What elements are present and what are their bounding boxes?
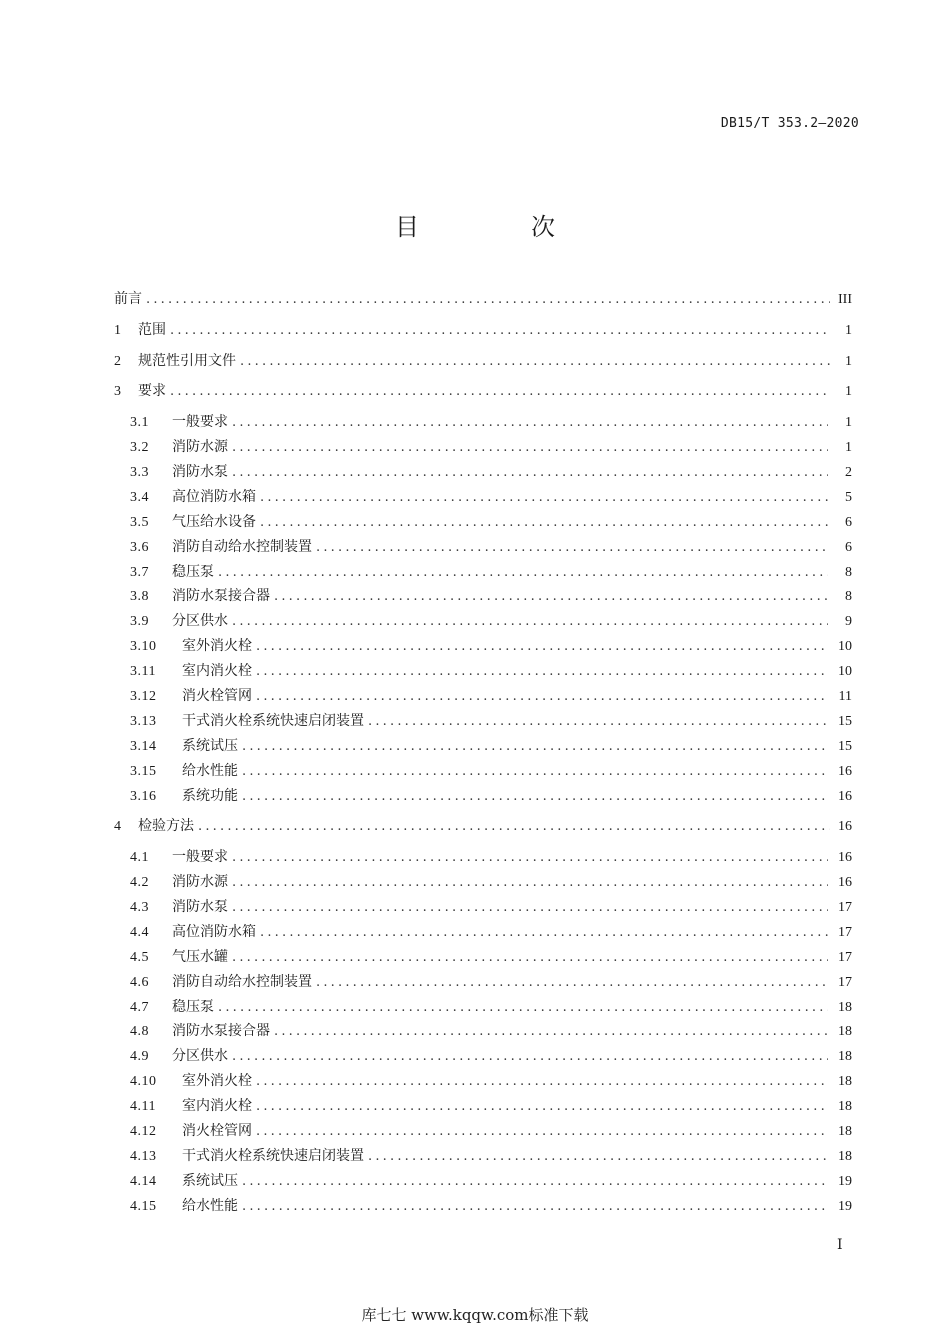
toc-entry-number: 3.4 <box>130 489 149 505</box>
toc-leader-dots <box>368 714 828 729</box>
toc-entry[interactable] <box>114 1070 852 1095</box>
toc-entry-title: 干式消火栓系统快速启闭装置 <box>182 712 364 729</box>
toc-entry[interactable] <box>114 1195 852 1220</box>
toc-entry-page: 1 <box>845 353 852 369</box>
toc-leader-dots <box>170 323 830 338</box>
toc-leader-dots <box>198 819 830 834</box>
toc-entry-page: 8 <box>845 564 852 580</box>
toc-entry-page: 6 <box>845 539 852 555</box>
toc-entry-page: 11 <box>838 688 852 704</box>
toc-entry-title: 消防水泵 <box>172 899 228 916</box>
table-of-contents <box>114 288 852 1220</box>
toc-entry[interactable] <box>114 1145 852 1170</box>
toc-entry-page: III <box>838 292 852 307</box>
toc-entry-number: 3.3 <box>130 464 149 480</box>
toc-entry-number: 4.15 <box>130 1198 157 1214</box>
toc-entry-number: 3.15 <box>130 763 157 779</box>
toc-entry-number: 4.4 <box>130 924 149 940</box>
toc-entry-number: 3 <box>114 384 122 400</box>
toc-entry-number: 3.8 <box>130 589 149 605</box>
toc-entry-number: 3.10 <box>130 639 157 655</box>
toc-entry-page: 19 <box>838 1173 852 1189</box>
toc-entry-number: 3.6 <box>130 539 149 555</box>
toc-entry-title: 高位消防水箱 <box>172 488 256 505</box>
toc-entry-number: 4.12 <box>130 1124 157 1140</box>
toc-entry-number: 2 <box>114 353 122 369</box>
toc-leader-dots <box>232 614 828 629</box>
toc-entry-title: 系统功能 <box>182 787 238 804</box>
toc-entry[interactable] <box>114 610 852 635</box>
toc-entry-page: 16 <box>838 763 852 779</box>
toc-entry-number: 4.11 <box>130 1099 156 1115</box>
toc-entry[interactable] <box>114 436 852 461</box>
toc-leader-dots <box>146 292 830 307</box>
toc-entry-page: 16 <box>838 875 852 891</box>
toc-entry[interactable] <box>114 461 852 486</box>
toc-entry-title: 消防水源 <box>172 874 228 891</box>
toc-entry-title: 消防水泵接合器 <box>172 1023 270 1040</box>
toc-entry-page: 1 <box>845 384 852 400</box>
toc-entry-number: 4.9 <box>130 1049 149 1065</box>
toc-entry-title: 分区供水 <box>172 613 228 630</box>
toc-leader-dots <box>256 1124 828 1139</box>
toc-entry-number: 3.16 <box>130 788 157 804</box>
toc-entry-number: 4.7 <box>130 999 149 1015</box>
toc-entry[interactable] <box>114 635 852 660</box>
toc-entry-title: 一般要求 <box>172 849 228 866</box>
toc-entry-page: 16 <box>838 819 852 835</box>
toc-leader-dots <box>260 515 828 530</box>
toc-leader-dots <box>240 354 830 369</box>
toc-entry-number: 4.5 <box>130 949 149 965</box>
page-number: I <box>837 1237 843 1253</box>
toc-entry-title: 一般要求 <box>172 414 228 431</box>
toc-leader-dots <box>232 465 828 480</box>
toc-leader-dots <box>260 925 828 940</box>
toc-entry-title: 消火栓管网 <box>182 1123 252 1140</box>
toc-leader-dots <box>368 1149 828 1164</box>
toc-leader-dots <box>232 440 828 455</box>
toc-entry-title: 规范性引用文件 <box>138 352 236 369</box>
toc-leader-dots <box>242 1199 828 1214</box>
toc-entry[interactable] <box>114 846 852 871</box>
toc-leader-dots <box>256 664 828 679</box>
toc-entry-page: 10 <box>838 664 852 680</box>
toc-entry-page: 6 <box>845 514 852 530</box>
toc-leader-dots <box>232 850 828 865</box>
toc-entry-title: 消防水源 <box>172 439 228 456</box>
toc-leader-dots <box>242 789 828 804</box>
toc-leader-dots <box>256 639 828 654</box>
toc-entry-title: 消防水泵 <box>172 463 228 480</box>
toc-leader-dots <box>232 1049 828 1064</box>
toc-leader-dots <box>256 1099 828 1114</box>
toc-entry[interactable] <box>114 785 852 810</box>
toc-entry-number: 3.12 <box>130 688 157 704</box>
toc-leader-dots <box>316 540 828 555</box>
toc-leader-dots <box>218 1000 828 1015</box>
toc-leader-dots <box>274 589 828 604</box>
toc-entry-title: 室外消火栓 <box>182 1073 252 1090</box>
toc-entry[interactable] <box>114 511 852 536</box>
toc-leader-dots <box>242 739 828 754</box>
toc-entry-title: 给水性能 <box>182 1197 238 1214</box>
toc-entry[interactable] <box>114 971 852 996</box>
toc-entry-number: 3.14 <box>130 738 157 754</box>
toc-entry[interactable] <box>114 1120 852 1145</box>
toc-entry-page: 16 <box>838 788 852 804</box>
toc-leader-dots <box>274 1024 828 1039</box>
toc-entry[interactable] <box>114 660 852 685</box>
toc-entry[interactable] <box>114 946 852 971</box>
toc-entry[interactable] <box>114 288 852 319</box>
toc-entry[interactable] <box>114 760 852 785</box>
toc-entry[interactable] <box>114 585 852 610</box>
toc-entry-number: 1 <box>114 322 122 338</box>
toc-entry-title: 系统试压 <box>182 1172 238 1189</box>
toc-entry-number: 4 <box>114 819 122 835</box>
toc-leader-dots <box>232 875 828 890</box>
toc-entry-page: 18 <box>838 1148 852 1164</box>
toc-entry-title: 消防水泵接合器 <box>172 588 270 605</box>
toc-entry-page: 1 <box>845 415 852 431</box>
toc-entry-title: 稳压泵 <box>172 998 214 1015</box>
toc-entry-page: 17 <box>838 949 852 965</box>
toc-leader-dots <box>218 565 828 580</box>
toc-entry[interactable] <box>114 1095 852 1120</box>
toc-entry-page: 2 <box>845 464 852 480</box>
watermark: 库七七 www.kqqw.com标准下载 <box>361 1306 589 1324</box>
toc-leader-dots <box>242 764 828 779</box>
toc-entry[interactable] <box>114 815 852 846</box>
toc-leader-dots <box>232 415 828 430</box>
toc-entry-title: 室内消火栓 <box>182 663 252 680</box>
toc-entry-page: 18 <box>838 999 852 1015</box>
toc-leader-dots <box>242 1174 828 1189</box>
toc-entry-title: 消防自动给水控制装置 <box>172 538 312 555</box>
toc-leader-dots <box>170 384 830 399</box>
toc-entry-page: 18 <box>838 1099 852 1115</box>
toc-entry[interactable] <box>114 486 852 511</box>
toc-entry-title: 气压给水设备 <box>172 513 256 530</box>
toc-entry-page: 5 <box>845 489 852 505</box>
toc-entry-title: 消火栓管网 <box>182 687 252 704</box>
toc-entry-number: 4.2 <box>130 875 149 891</box>
toc-entry-number: 3.11 <box>130 664 156 680</box>
toc-leader-dots <box>316 975 828 990</box>
toc-entry-page: 1 <box>845 322 852 338</box>
toc-leader-dots <box>232 950 828 965</box>
toc-entry[interactable] <box>114 921 852 946</box>
toc-entry-number: 4.13 <box>130 1148 157 1164</box>
toc-entry[interactable] <box>114 350 852 381</box>
toc-entry-number: 3.5 <box>130 514 149 530</box>
toc-entry-number: 3.2 <box>130 440 149 456</box>
toc-entry[interactable] <box>114 896 852 921</box>
toc-entry-page: 18 <box>838 1024 852 1040</box>
toc-entry-page: 17 <box>838 924 852 940</box>
toc-entry-number: 4.8 <box>130 1024 149 1040</box>
toc-entry[interactable] <box>114 319 852 350</box>
toc-entry-title: 检验方法 <box>138 818 194 835</box>
toc-entry-title: 气压水罐 <box>172 948 228 965</box>
toc-entry-page: 15 <box>838 738 852 754</box>
toc-entry-title: 消防自动给水控制装置 <box>172 973 312 990</box>
toc-entry-page: 9 <box>845 614 852 630</box>
toc-entry[interactable] <box>114 536 852 561</box>
toc-entry-number: 4.3 <box>130 900 149 916</box>
toc-entry-page: 10 <box>838 639 852 655</box>
toc-entry-title: 高位消防水箱 <box>172 923 256 940</box>
document-code: DB15/T 353.2—2020 <box>720 116 859 131</box>
toc-entry-page: 1 <box>845 440 852 456</box>
toc-leader-dots <box>260 490 828 505</box>
toc-leader-dots <box>256 1074 828 1089</box>
toc-entry-title: 要求 <box>138 383 166 400</box>
toc-entry[interactable] <box>114 1045 852 1070</box>
page-title: 目 次 <box>395 213 599 241</box>
toc-entry-page: 8 <box>845 589 852 605</box>
toc-entry[interactable] <box>114 871 852 896</box>
toc-entry-page: 19 <box>838 1198 852 1214</box>
toc-entry-number: 3.9 <box>130 614 149 630</box>
toc-entry-title: 前言 <box>114 291 142 307</box>
toc-entry-title: 稳压泵 <box>172 563 214 580</box>
toc-entry-number: 4.1 <box>130 850 149 866</box>
toc-entry-title: 室内消火栓 <box>182 1098 252 1115</box>
toc-entry-number: 4.14 <box>130 1173 157 1189</box>
toc-entry-page: 18 <box>838 1124 852 1140</box>
toc-leader-dots <box>256 689 828 704</box>
toc-entry[interactable] <box>114 411 852 436</box>
toc-entry-title: 分区供水 <box>172 1048 228 1065</box>
toc-entry-number: 4.10 <box>130 1074 157 1090</box>
toc-entry-number: 3.7 <box>130 564 149 580</box>
toc-entry-page: 18 <box>838 1049 852 1065</box>
toc-entry[interactable] <box>114 1020 852 1045</box>
toc-entry-number: 4.6 <box>130 974 149 990</box>
toc-entry[interactable] <box>114 685 852 710</box>
toc-entry-page: 17 <box>838 974 852 990</box>
toc-entry-page: 18 <box>838 1074 852 1090</box>
toc-entry[interactable] <box>114 735 852 760</box>
toc-entry[interactable] <box>114 996 852 1021</box>
toc-entry[interactable] <box>114 561 852 586</box>
toc-entry-title: 范围 <box>138 321 166 338</box>
toc-entry[interactable] <box>114 710 852 735</box>
toc-entry-page: 15 <box>838 713 852 729</box>
toc-entry-title: 室外消火栓 <box>182 638 252 655</box>
toc-entry[interactable] <box>114 1170 852 1195</box>
toc-leader-dots <box>232 900 828 915</box>
toc-entry-title: 给水性能 <box>182 762 238 779</box>
toc-entry-page: 16 <box>838 850 852 866</box>
toc-entry[interactable] <box>114 380 852 411</box>
toc-entry-title: 干式消火栓系统快速启闭装置 <box>182 1147 364 1164</box>
toc-entry-title: 系统试压 <box>182 737 238 754</box>
toc-entry-number: 3.13 <box>130 713 157 729</box>
toc-entry-number: 3.1 <box>130 415 149 431</box>
toc-entry-page: 17 <box>838 900 852 916</box>
